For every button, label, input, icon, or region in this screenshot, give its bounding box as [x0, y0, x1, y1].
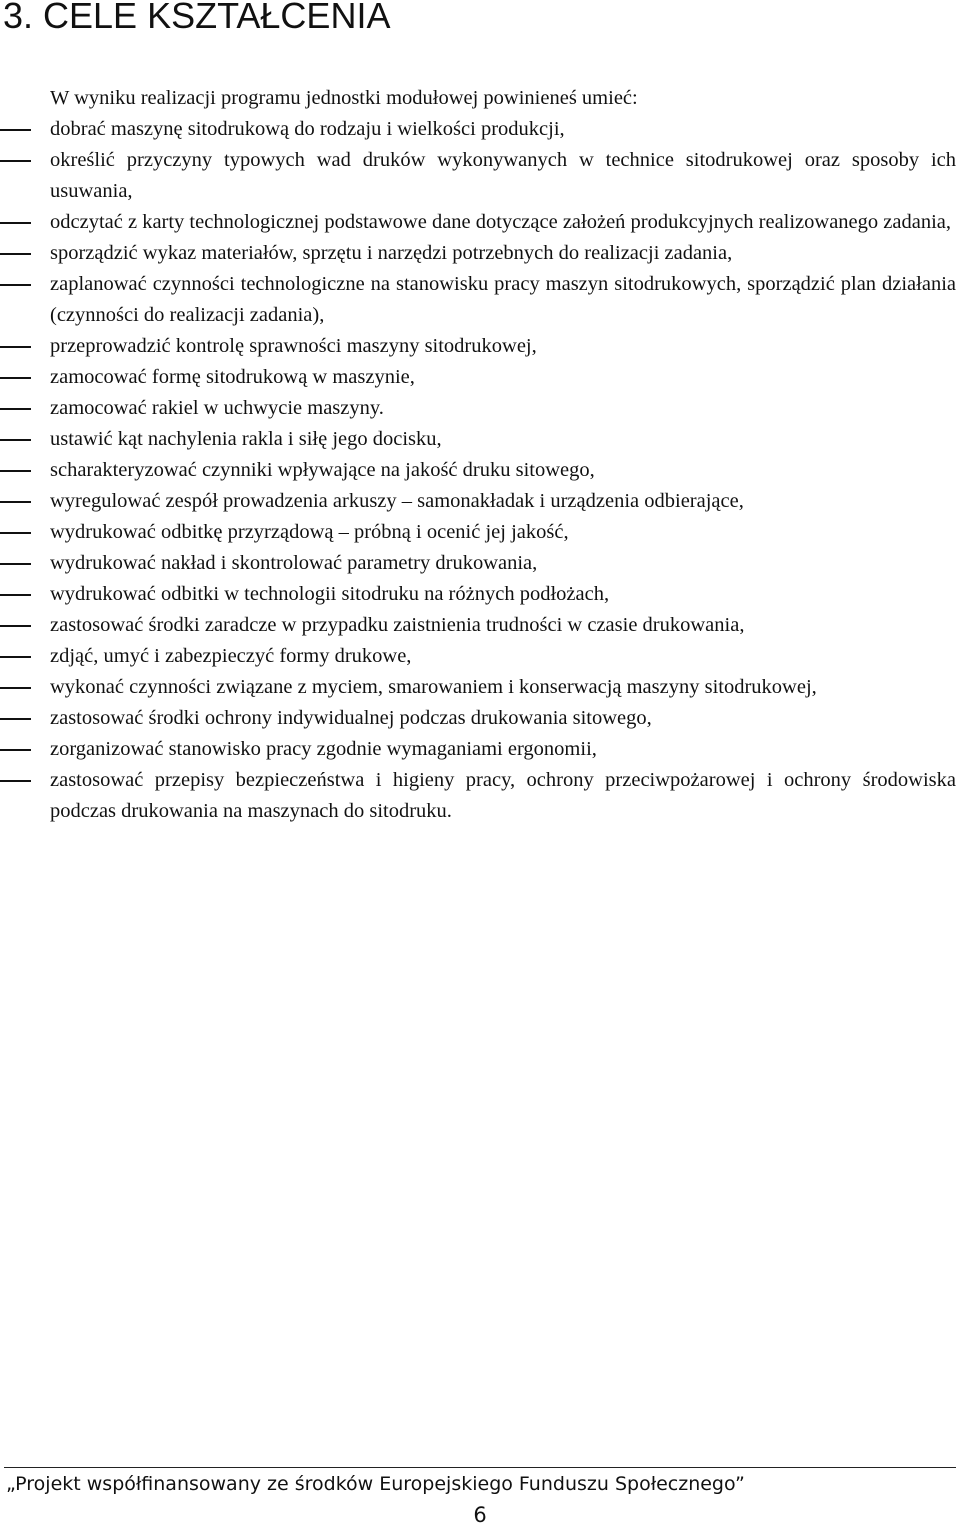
list-item: [0, 238, 960, 269]
dash-bullet-icon: [0, 284, 31, 286]
dash-bullet-icon: [0, 222, 31, 224]
list-item: [0, 486, 960, 517]
list-item: [0, 703, 960, 734]
intro-text: W wyniku realizacji programu jednostki modułowej powinieneś umieć:: [50, 87, 638, 109]
list-item: [0, 362, 960, 393]
list-item: [0, 393, 960, 424]
dash-bullet-icon: [0, 656, 31, 658]
list-item-text: zamocować formę sitodrukową w maszynie,: [50, 366, 415, 388]
dash-bullet-icon: [0, 563, 31, 565]
list-item-text: odczytać z karty technologicznej podstawowe dane dotyczące założeń produkcyjnych realizowanego zadania,: [50, 211, 951, 233]
dash-bullet-icon: [0, 129, 31, 131]
dash-bullet-icon: [0, 160, 31, 162]
list-item: [0, 734, 960, 765]
list-item-text: wydrukować odbitki w technologii sitodruku na różnych podłożach,: [50, 583, 610, 605]
objectives-section: [0, 83, 960, 827]
list-item: [0, 424, 960, 455]
list-item-text: wyregulować zespół prowadzenia arkuszy – samonakładak i urządzenia odbierające,: [50, 490, 744, 512]
footer-funding-note: „Projekt współfinansowany ze środków Europejskiego Funduszu Społecznego”: [6, 1473, 745, 1495]
list-item: [0, 269, 960, 331]
list-item: [0, 548, 960, 579]
dash-bullet-icon: [0, 470, 31, 472]
dash-bullet-icon: [0, 501, 31, 503]
list-item: [0, 145, 960, 207]
list-item-text: zamocować rakiel w uchwycie maszyny.: [50, 397, 384, 419]
dash-bullet-icon: [0, 253, 31, 255]
list-item: [0, 641, 960, 672]
list-item: [0, 207, 960, 238]
list-item: [0, 455, 960, 486]
dash-bullet-icon: [0, 780, 31, 782]
list-item-text: wykonać czynności związane z myciem, smarowaniem i konserwacją maszyny sitodrukowej,: [50, 676, 817, 698]
list-item-text: zastosować środki ochrony indywidualnej podczas drukowania sitowego,: [50, 707, 652, 729]
dash-bullet-icon: [0, 439, 31, 441]
list-item-text: wydrukować odbitkę przyrządową – próbną i ocenić jej jakość,: [50, 521, 569, 543]
list-item: [0, 114, 960, 145]
list-item: [0, 331, 960, 362]
list-item-text: określić przyczyny typowych wad druków wykonywanych w technice sitodrukowej oraz sposoby ich usuwania,: [50, 149, 956, 202]
dash-bullet-icon: [0, 749, 31, 751]
dash-bullet-icon: [0, 625, 31, 627]
dash-bullet-icon: [0, 346, 31, 348]
list-item: [0, 579, 960, 610]
list-item-text: sporządzić wykaz materiałów, sprzętu i narzędzi potrzebnych do realizacji zadania,: [50, 242, 733, 264]
dash-bullet-icon: [0, 718, 31, 720]
list-item-text: dobrać maszynę sitodrukową do rodzaju i wielkości produkcji,: [50, 118, 565, 140]
list-item-text: zaplanować czynności technologiczne na stanowisku pracy maszyn sitodrukowych, sporządzić plan działania (czynności do realizacji zadania),: [50, 273, 956, 326]
objectives-list: [0, 114, 960, 827]
list-item-text: zastosować przepisy bezpieczeństwa i higieny pracy, ochrony przeciwpożarowej i ochrony środowiska podczas drukowania na maszynach do sitodruku.: [50, 769, 956, 822]
list-item-text: przeprowadzić kontrolę sprawności maszyny sitodrukowej,: [50, 335, 537, 357]
list-item-text: zorganizować stanowisko pracy zgodnie wymaganiami ergonomii,: [50, 738, 597, 760]
list-item-text: ustawić kąt nachylenia rakla i siłę jego docisku,: [50, 428, 442, 450]
list-item-text: scharakteryzować czynniki wpływające na jakość druku sitowego,: [50, 459, 595, 481]
list-item: [0, 517, 960, 548]
dash-bullet-icon: [0, 532, 31, 534]
list-item: [0, 765, 960, 827]
list-item-text: zdjąć, umyć i zabezpieczyć formy drukowe,: [50, 645, 412, 667]
list-item: [0, 672, 960, 703]
dash-bullet-icon: [0, 687, 31, 689]
page-title: 3. CELE KSZTAŁCENIA: [3, 0, 391, 36]
list-item-text: wydrukować nakład i skontrolować parametry drukowania,: [50, 552, 538, 574]
footer-divider: [4, 1467, 956, 1468]
page-number: 6: [473, 1503, 487, 1527]
dash-bullet-icon: [0, 594, 31, 596]
dash-bullet-icon: [0, 408, 31, 410]
list-item: [0, 610, 960, 641]
dash-bullet-icon: [0, 377, 31, 379]
list-item-text: zastosować środki zaradcze w przypadku zaistnienia trudności w czasie drukowania,: [50, 614, 745, 636]
